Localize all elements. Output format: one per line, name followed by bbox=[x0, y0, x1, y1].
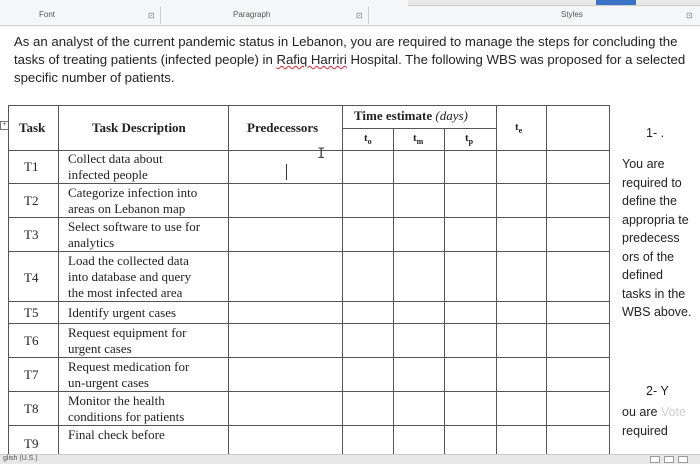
header-t-pessimistic: $t_p$ bbox=[465, 132, 474, 146]
task-id: T5 bbox=[24, 305, 39, 320]
task-description[interactable]: Monitor the health conditions for patients bbox=[68, 393, 185, 424]
vote-watermark: Vote bbox=[660, 405, 686, 419]
task-description[interactable]: Request equipment for urgent cases bbox=[68, 325, 187, 356]
status-bar bbox=[0, 454, 700, 464]
word-ribbon bbox=[0, 0, 700, 26]
language-indicator[interactable]: glish (U.S.) bbox=[3, 455, 38, 462]
task-description[interactable]: Request medication for un-urgent cases bbox=[68, 359, 190, 390]
task-description[interactable]: Collect data about infected people bbox=[68, 151, 163, 182]
question-1-text: You are required to define the appropria te predecess ors of the defined tasks in the WBS above. bbox=[622, 157, 692, 319]
paragraph-dialog-launcher-icon[interactable]: ⊡ bbox=[356, 11, 363, 20]
table-border bbox=[8, 357, 610, 358]
header-time-estimate-label: Time estimate bbox=[354, 108, 433, 123]
table-border bbox=[8, 301, 610, 302]
header-task: Task bbox=[19, 120, 46, 135]
table-border bbox=[8, 425, 610, 426]
text-cursor bbox=[286, 164, 287, 180]
ribbon-separator bbox=[160, 6, 161, 24]
question-1-number: 1- . bbox=[646, 126, 665, 140]
font-group-label: Font bbox=[39, 10, 56, 19]
web-layout-icon[interactable] bbox=[678, 456, 688, 463]
header-t-optimistic: $t_o$ bbox=[364, 132, 372, 146]
table-border bbox=[228, 105, 229, 454]
print-layout-icon[interactable] bbox=[664, 456, 674, 463]
task-id: T7 bbox=[24, 367, 39, 382]
font-dialog-launcher-icon[interactable]: ⊡ bbox=[148, 11, 155, 20]
task-id: T9 bbox=[24, 436, 39, 451]
question-2-number: 2- Y bbox=[646, 384, 669, 398]
table-border bbox=[342, 105, 343, 454]
task-description[interactable]: Load the collected data into database and query the most infected area bbox=[68, 253, 192, 300]
paragraph-group-label: Paragraph bbox=[233, 10, 271, 19]
table-border bbox=[342, 128, 496, 129]
intro-text-part2: Hospital. The following WBS was proposed for a selected specific number of patients. bbox=[14, 52, 686, 85]
table-border bbox=[393, 128, 394, 454]
task-id: T3 bbox=[24, 227, 39, 242]
table-border bbox=[8, 105, 610, 106]
task-id: T1 bbox=[24, 159, 39, 174]
intro-text-part1: As an analyst of the current pandemic status in Lebanon, you are required to manage the steps for concluding the tasks of treating patients (infected people) in bbox=[14, 34, 678, 67]
task-id: T4 bbox=[24, 270, 39, 285]
wbs-table[interactable] bbox=[8, 108, 610, 454]
intro-paragraph bbox=[14, 33, 686, 87]
read-mode-icon[interactable] bbox=[650, 456, 660, 463]
header-time-estimate bbox=[354, 108, 468, 124]
table-border bbox=[58, 105, 59, 454]
table-border bbox=[8, 251, 610, 252]
table-border bbox=[609, 105, 610, 454]
task-description[interactable]: Select software to use for analytics bbox=[68, 219, 201, 250]
task-description[interactable]: Final check before bbox=[68, 427, 165, 442]
table-border bbox=[546, 105, 547, 454]
table-border bbox=[444, 128, 445, 454]
styles-group-label: Styles bbox=[561, 10, 583, 19]
table-border bbox=[8, 391, 610, 392]
header-task-description: Task Description bbox=[92, 120, 186, 135]
header-t-expected: $t_e$ bbox=[515, 121, 523, 135]
table-border bbox=[8, 183, 610, 184]
task-id: T8 bbox=[24, 401, 39, 416]
ibeam-cursor-icon: I bbox=[317, 146, 326, 162]
side-question-panel bbox=[612, 124, 700, 454]
task-id: T6 bbox=[24, 333, 39, 348]
table-border bbox=[8, 217, 610, 218]
styles-gallery[interactable] bbox=[408, 0, 700, 6]
ribbon-separator bbox=[368, 6, 369, 24]
hospital-name: Rafiq Harriri bbox=[276, 52, 347, 67]
task-id: T2 bbox=[24, 193, 39, 208]
table-move-handle-icon[interactable]: + bbox=[0, 121, 9, 130]
table-border bbox=[8, 323, 610, 324]
question-2-text: ou are Vote required bbox=[622, 405, 686, 438]
table-border bbox=[8, 105, 9, 454]
task-description[interactable]: Identify urgent cases bbox=[68, 305, 177, 320]
table-border bbox=[496, 105, 497, 454]
header-time-unit: (days) bbox=[435, 108, 468, 123]
styles-gallery-selected[interactable] bbox=[596, 0, 636, 5]
styles-dialog-launcher-icon[interactable]: ⊡ bbox=[686, 11, 693, 20]
header-predecessors: Predecessors bbox=[247, 120, 319, 135]
header-t-most-likely: $t_m$ bbox=[413, 132, 424, 146]
task-description[interactable]: Categorize infection into areas on Lebanon map bbox=[68, 185, 198, 216]
